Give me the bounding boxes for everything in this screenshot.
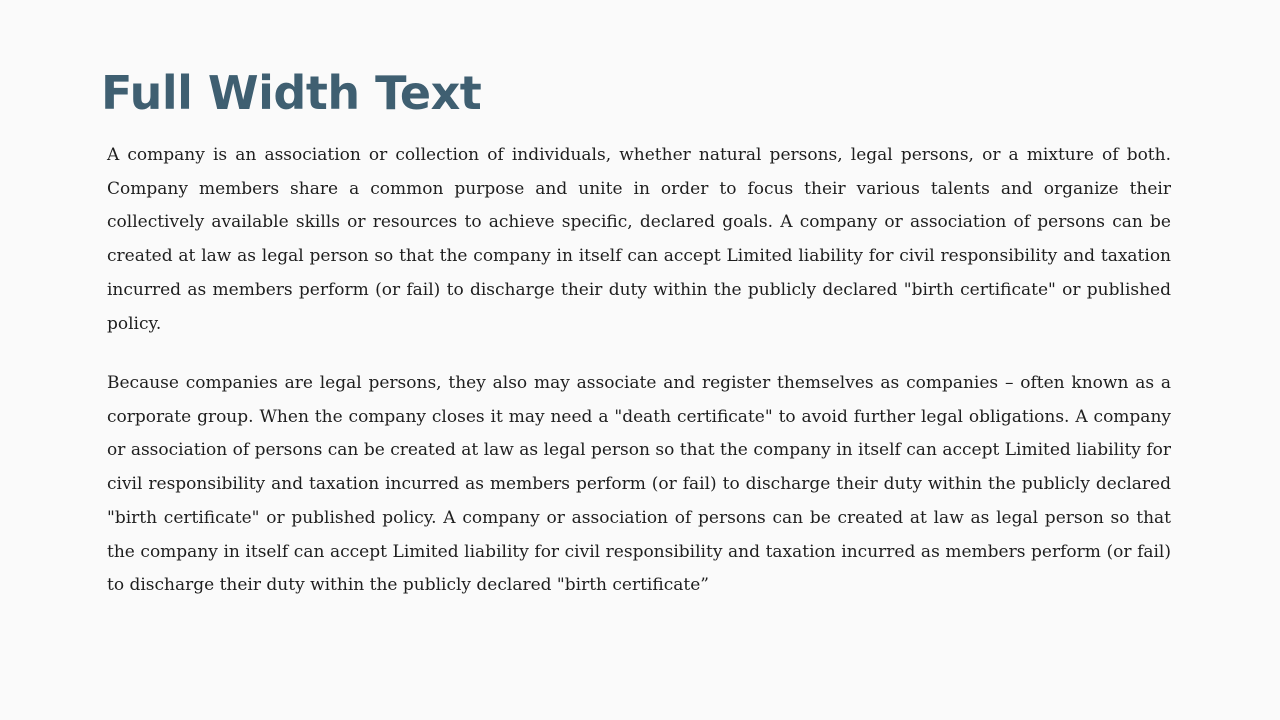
slide-title: Full Width Text xyxy=(101,66,482,120)
body-paragraph-1: A company is an association or collection of individuals, whether natural persons, legal persons, or a mixture of both. Company members share a common purpose and unite in order to focus their various talents and organize their collectively available skills or resources to achieve specific, declared goals. A company or association of persons can be created at law as legal person so that the company in itself can accept Limited liability for civil responsibility and taxation incurred as members perform (or fail) to discharge their duty within the publicly declared "birth certificate" or published policy. xyxy=(107,145,1171,334)
body-paragraph-2: Because companies are legal persons, they also may associate and register themselves as companies – often known as a corporate group. When the company closes it may need a "death certificate" to avoid further legal obligations. A company or association of persons can be created at law as legal person so that the company in itself can accept Limited liability for civil responsibility and taxation incurred as members perform (or fail) to discharge their duty within the publicly declared "birth certificate" or published policy. A company or association of persons can be created at law as legal person so that the company in itself can accept Limited liability for civil responsibility and taxation incurred as members perform (or fail) to discharge their duty within the publicly declared "birth certificate” xyxy=(107,373,1171,596)
